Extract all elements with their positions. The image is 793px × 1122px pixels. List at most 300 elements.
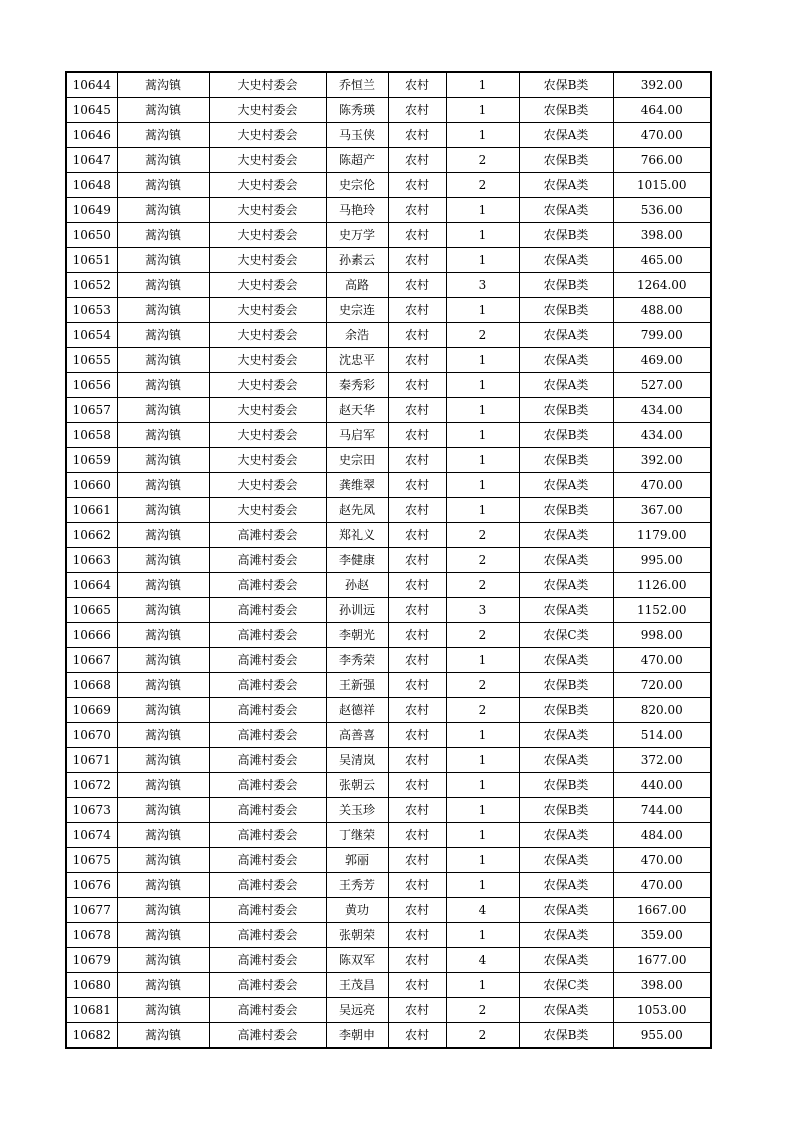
cell-amount: 359.00: [613, 923, 711, 948]
cell-amount: 820.00: [613, 698, 711, 723]
cell-town: 蒿沟镇: [117, 173, 209, 198]
table-row: [66, 148, 711, 173]
cell-town: 蒿沟镇: [117, 598, 209, 623]
cell-residence: 农村: [388, 123, 446, 148]
cell-name: 黄功: [326, 898, 388, 923]
cell-insurance: 农保A类: [519, 373, 613, 398]
cell-amount: 470.00: [613, 873, 711, 898]
cell-name: 秦秀彩: [326, 373, 388, 398]
table-row: [66, 823, 711, 848]
cell-id: 10666: [66, 623, 117, 648]
table-row: [66, 773, 711, 798]
cell-village: 高滩村委会: [209, 723, 326, 748]
cell-residence: 农村: [388, 498, 446, 523]
cell-residence: 农村: [388, 773, 446, 798]
cell-name: 史宗伦: [326, 173, 388, 198]
cell-name: 沈忠平: [326, 348, 388, 373]
cell-insurance: 农保A类: [519, 323, 613, 348]
cell-insurance: 农保B类: [519, 298, 613, 323]
cell-amount: 1677.00: [613, 948, 711, 973]
table-row: [66, 373, 711, 398]
cell-insurance: 农保B类: [519, 698, 613, 723]
cell-town: 蒿沟镇: [117, 223, 209, 248]
cell-town: 蒿沟镇: [117, 948, 209, 973]
cell-village: 高滩村委会: [209, 973, 326, 998]
cell-id: 10654: [66, 323, 117, 348]
cell-amount: 1126.00: [613, 573, 711, 598]
cell-name: 高善喜: [326, 723, 388, 748]
cell-id: 10659: [66, 448, 117, 473]
cell-residence: 农村: [388, 748, 446, 773]
cell-residence: 农村: [388, 798, 446, 823]
cell-residence: 农村: [388, 698, 446, 723]
cell-town: 蒿沟镇: [117, 673, 209, 698]
cell-town: 蒿沟镇: [117, 72, 209, 98]
cell-insurance: 农保A类: [519, 823, 613, 848]
cell-amount: 514.00: [613, 723, 711, 748]
cell-residence: 农村: [388, 248, 446, 273]
cell-insurance: 农保A类: [519, 898, 613, 923]
cell-name: 张朝荣: [326, 923, 388, 948]
cell-village: 高滩村委会: [209, 673, 326, 698]
cell-name: 王茂昌: [326, 973, 388, 998]
cell-amount: 720.00: [613, 673, 711, 698]
cell-village: 高滩村委会: [209, 523, 326, 548]
cell-residence: 农村: [388, 198, 446, 223]
cell-village: 大史村委会: [209, 448, 326, 473]
cell-count: 3: [446, 273, 519, 298]
cell-count: 2: [446, 698, 519, 723]
table-row: [66, 623, 711, 648]
cell-name: 孙素云: [326, 248, 388, 273]
cell-count: 2: [446, 1023, 519, 1049]
cell-village: 高滩村委会: [209, 648, 326, 673]
cell-insurance: 农保B类: [519, 223, 613, 248]
cell-residence: 农村: [388, 673, 446, 698]
cell-name: 王秀芳: [326, 873, 388, 898]
cell-village: 高滩村委会: [209, 823, 326, 848]
cell-count: 1: [446, 248, 519, 273]
cell-insurance: 农保A类: [519, 198, 613, 223]
cell-name: 陈超产: [326, 148, 388, 173]
cell-id: 10664: [66, 573, 117, 598]
cell-amount: 488.00: [613, 298, 711, 323]
cell-village: 大史村委会: [209, 323, 326, 348]
cell-residence: 农村: [388, 223, 446, 248]
cell-residence: 农村: [388, 873, 446, 898]
cell-village: 大史村委会: [209, 498, 326, 523]
cell-insurance: 农保B类: [519, 273, 613, 298]
cell-count: 1: [446, 723, 519, 748]
table-row: [66, 948, 711, 973]
table-row: [66, 173, 711, 198]
cell-village: 大史村委会: [209, 98, 326, 123]
cell-id: 10672: [66, 773, 117, 798]
cell-id: 10651: [66, 248, 117, 273]
cell-village: 高滩村委会: [209, 598, 326, 623]
cell-residence: 农村: [388, 473, 446, 498]
table-row: [66, 448, 711, 473]
cell-insurance: 农保A类: [519, 548, 613, 573]
cell-name: 赵先凤: [326, 498, 388, 523]
cell-town: 蒿沟镇: [117, 648, 209, 673]
table-row: [66, 523, 711, 548]
table-row: [66, 573, 711, 598]
cell-amount: 470.00: [613, 848, 711, 873]
cell-insurance: 农保A类: [519, 173, 613, 198]
cell-count: 1: [446, 198, 519, 223]
cell-count: 2: [446, 173, 519, 198]
cell-name: 李朝申: [326, 1023, 388, 1049]
cell-id: 10679: [66, 948, 117, 973]
cell-id: 10667: [66, 648, 117, 673]
cell-insurance: 农保A类: [519, 348, 613, 373]
cell-id: 10665: [66, 598, 117, 623]
cell-id: 10658: [66, 423, 117, 448]
cell-count: 2: [446, 548, 519, 573]
cell-amount: 372.00: [613, 748, 711, 773]
cell-name: 龚维翠: [326, 473, 388, 498]
table-row: [66, 698, 711, 723]
cell-id: 10648: [66, 173, 117, 198]
cell-residence: 农村: [388, 998, 446, 1023]
cell-town: 蒿沟镇: [117, 573, 209, 598]
cell-id: 10668: [66, 673, 117, 698]
cell-id: 10682: [66, 1023, 117, 1049]
cell-count: 1: [446, 498, 519, 523]
cell-residence: 农村: [388, 973, 446, 998]
cell-name: 史宗田: [326, 448, 388, 473]
cell-amount: 392.00: [613, 448, 711, 473]
cell-count: 1: [446, 223, 519, 248]
cell-town: 蒿沟镇: [117, 998, 209, 1023]
table-row: [66, 873, 711, 898]
cell-name: 吴清岚: [326, 748, 388, 773]
cell-town: 蒿沟镇: [117, 123, 209, 148]
cell-id: 10660: [66, 473, 117, 498]
cell-id: 10652: [66, 273, 117, 298]
cell-id: 10656: [66, 373, 117, 398]
cell-insurance: 农保B类: [519, 673, 613, 698]
cell-insurance: 农保A类: [519, 648, 613, 673]
cell-residence: 农村: [388, 723, 446, 748]
cell-village: 高滩村委会: [209, 773, 326, 798]
cell-amount: 464.00: [613, 98, 711, 123]
cell-id: 10655: [66, 348, 117, 373]
cell-amount: 434.00: [613, 423, 711, 448]
cell-town: 蒿沟镇: [117, 198, 209, 223]
cell-name: 陈双军: [326, 948, 388, 973]
cell-insurance: 农保A类: [519, 573, 613, 598]
cell-name: 郑礼义: [326, 523, 388, 548]
cell-insurance: 农保B类: [519, 423, 613, 448]
cell-id: 10671: [66, 748, 117, 773]
cell-residence: 农村: [388, 448, 446, 473]
cell-town: 蒿沟镇: [117, 373, 209, 398]
cell-residence: 农村: [388, 348, 446, 373]
cell-count: 1: [446, 398, 519, 423]
cell-town: 蒿沟镇: [117, 98, 209, 123]
cell-name: 孙训远: [326, 598, 388, 623]
cell-amount: 536.00: [613, 198, 711, 223]
cell-insurance: 农保B类: [519, 448, 613, 473]
cell-village: 大史村委会: [209, 273, 326, 298]
cell-town: 蒿沟镇: [117, 923, 209, 948]
table-row: [66, 123, 711, 148]
cell-count: 2: [446, 673, 519, 698]
table-row: [66, 598, 711, 623]
cell-id: 10678: [66, 923, 117, 948]
cell-residence: 农村: [388, 598, 446, 623]
cell-residence: 农村: [388, 848, 446, 873]
cell-count: 3: [446, 598, 519, 623]
table-row: [66, 223, 711, 248]
cell-insurance: 农保A类: [519, 723, 613, 748]
cell-town: 蒿沟镇: [117, 848, 209, 873]
table-row: [66, 923, 711, 948]
cell-amount: 398.00: [613, 223, 711, 248]
cell-residence: 农村: [388, 298, 446, 323]
cell-name: 王新强: [326, 673, 388, 698]
cell-insurance: 农保B类: [519, 98, 613, 123]
cell-residence: 农村: [388, 923, 446, 948]
cell-amount: 469.00: [613, 348, 711, 373]
cell-amount: 1053.00: [613, 998, 711, 1023]
cell-amount: 799.00: [613, 323, 711, 348]
cell-amount: 465.00: [613, 248, 711, 273]
cell-village: 大史村委会: [209, 148, 326, 173]
cell-amount: 998.00: [613, 623, 711, 648]
cell-name: 李朝光: [326, 623, 388, 648]
cell-insurance: 农保C类: [519, 623, 613, 648]
cell-town: 蒿沟镇: [117, 473, 209, 498]
cell-insurance: 农保B类: [519, 773, 613, 798]
cell-residence: 农村: [388, 1023, 446, 1049]
cell-count: 1: [446, 72, 519, 98]
cell-town: 蒿沟镇: [117, 273, 209, 298]
cell-insurance: 农保A类: [519, 473, 613, 498]
cell-id: 10649: [66, 198, 117, 223]
cell-insurance: 农保B类: [519, 798, 613, 823]
cell-insurance: 农保A类: [519, 948, 613, 973]
cell-amount: 955.00: [613, 1023, 711, 1049]
table-row: [66, 198, 711, 223]
cell-name: 马玉侠: [326, 123, 388, 148]
cell-insurance: 农保A类: [519, 123, 613, 148]
cell-town: 蒿沟镇: [117, 898, 209, 923]
cell-village: 高滩村委会: [209, 623, 326, 648]
cell-name: 史万学: [326, 223, 388, 248]
cell-amount: 766.00: [613, 148, 711, 173]
cell-count: 2: [446, 148, 519, 173]
cell-village: 高滩村委会: [209, 798, 326, 823]
cell-id: 10670: [66, 723, 117, 748]
cell-residence: 农村: [388, 898, 446, 923]
cell-town: 蒿沟镇: [117, 423, 209, 448]
cell-count: 2: [446, 573, 519, 598]
table-body: [66, 72, 711, 1048]
cell-amount: 392.00: [613, 72, 711, 98]
table-row: [66, 998, 711, 1023]
cell-count: 1: [446, 823, 519, 848]
cell-count: 1: [446, 448, 519, 473]
table-row: [66, 548, 711, 573]
cell-village: 大史村委会: [209, 373, 326, 398]
cell-residence: 农村: [388, 273, 446, 298]
cell-count: 1: [446, 123, 519, 148]
cell-name: 史宗连: [326, 298, 388, 323]
cell-name: 陈秀瑛: [326, 98, 388, 123]
cell-residence: 农村: [388, 398, 446, 423]
cell-residence: 农村: [388, 948, 446, 973]
cell-village: 高滩村委会: [209, 998, 326, 1023]
cell-village: 高滩村委会: [209, 848, 326, 873]
cell-name: 乔恒兰: [326, 72, 388, 98]
cell-name: 丁继荣: [326, 823, 388, 848]
cell-insurance: 农保B类: [519, 398, 613, 423]
cell-id: 10663: [66, 548, 117, 573]
cell-town: 蒿沟镇: [117, 698, 209, 723]
cell-count: 1: [446, 373, 519, 398]
cell-id: 10676: [66, 873, 117, 898]
table-row: [66, 72, 711, 98]
cell-id: 10657: [66, 398, 117, 423]
cell-name: 吴远亮: [326, 998, 388, 1023]
table-row: [66, 298, 711, 323]
cell-insurance: 农保A类: [519, 873, 613, 898]
cell-village: 高滩村委会: [209, 873, 326, 898]
cell-count: 2: [446, 623, 519, 648]
cell-insurance: 农保A类: [519, 523, 613, 548]
cell-insurance: 农保A类: [519, 848, 613, 873]
cell-town: 蒿沟镇: [117, 523, 209, 548]
cell-insurance: 农保A类: [519, 598, 613, 623]
cell-count: 1: [446, 748, 519, 773]
cell-id: 10661: [66, 498, 117, 523]
cell-residence: 农村: [388, 573, 446, 598]
cell-id: 10646: [66, 123, 117, 148]
cell-name: 张朝云: [326, 773, 388, 798]
cell-village: 大史村委会: [209, 423, 326, 448]
table-row: [66, 323, 711, 348]
cell-id: 10673: [66, 798, 117, 823]
cell-name: 郭丽: [326, 848, 388, 873]
cell-town: 蒿沟镇: [117, 723, 209, 748]
cell-name: 马启军: [326, 423, 388, 448]
cell-village: 大史村委会: [209, 248, 326, 273]
table-row: [66, 848, 711, 873]
cell-residence: 农村: [388, 373, 446, 398]
table-row: [66, 348, 711, 373]
cell-residence: 农村: [388, 523, 446, 548]
cell-town: 蒿沟镇: [117, 623, 209, 648]
cell-count: 1: [446, 773, 519, 798]
cell-amount: 434.00: [613, 398, 711, 423]
cell-insurance: 农保A类: [519, 923, 613, 948]
cell-name: 高路: [326, 273, 388, 298]
cell-town: 蒿沟镇: [117, 398, 209, 423]
table-row: [66, 498, 711, 523]
cell-village: 大史村委会: [209, 473, 326, 498]
cell-amount: 1264.00: [613, 273, 711, 298]
cell-count: 2: [446, 323, 519, 348]
cell-amount: 440.00: [613, 773, 711, 798]
cell-village: 高滩村委会: [209, 548, 326, 573]
cell-village: 大史村委会: [209, 72, 326, 98]
cell-town: 蒿沟镇: [117, 773, 209, 798]
table-row: [66, 798, 711, 823]
cell-residence: 农村: [388, 548, 446, 573]
cell-village: 大史村委会: [209, 398, 326, 423]
cell-amount: 1667.00: [613, 898, 711, 923]
cell-id: 10653: [66, 298, 117, 323]
cell-count: 1: [446, 873, 519, 898]
cell-count: 1: [446, 98, 519, 123]
cell-insurance: 农保B类: [519, 498, 613, 523]
cell-insurance: 农保A类: [519, 748, 613, 773]
cell-town: 蒿沟镇: [117, 348, 209, 373]
cell-amount: 470.00: [613, 473, 711, 498]
cell-count: 1: [446, 848, 519, 873]
cell-town: 蒿沟镇: [117, 1023, 209, 1049]
cell-insurance: 农保C类: [519, 973, 613, 998]
cell-residence: 农村: [388, 173, 446, 198]
cell-amount: 484.00: [613, 823, 711, 848]
cell-amount: 398.00: [613, 973, 711, 998]
cell-count: 1: [446, 473, 519, 498]
cell-amount: 527.00: [613, 373, 711, 398]
table-row: [66, 423, 711, 448]
cell-town: 蒿沟镇: [117, 498, 209, 523]
cell-village: 高滩村委会: [209, 898, 326, 923]
cell-village: 高滩村委会: [209, 698, 326, 723]
cell-insurance: 农保B类: [519, 72, 613, 98]
cell-id: 10680: [66, 973, 117, 998]
cell-town: 蒿沟镇: [117, 748, 209, 773]
cell-town: 蒿沟镇: [117, 248, 209, 273]
cell-village: 大史村委会: [209, 223, 326, 248]
cell-count: 4: [446, 948, 519, 973]
cell-count: 2: [446, 523, 519, 548]
cell-id: 10645: [66, 98, 117, 123]
cell-town: 蒿沟镇: [117, 548, 209, 573]
cell-name: 赵天华: [326, 398, 388, 423]
table-row: [66, 723, 711, 748]
cell-village: 高滩村委会: [209, 948, 326, 973]
cell-insurance: 农保A类: [519, 248, 613, 273]
cell-name: 赵德祥: [326, 698, 388, 723]
cell-residence: 农村: [388, 72, 446, 98]
table-row: [66, 98, 711, 123]
cell-village: 大史村委会: [209, 123, 326, 148]
cell-count: 1: [446, 423, 519, 448]
cell-residence: 农村: [388, 623, 446, 648]
cell-residence: 农村: [388, 98, 446, 123]
cell-amount: 470.00: [613, 123, 711, 148]
cell-insurance: 农保A类: [519, 998, 613, 1023]
cell-village: 高滩村委会: [209, 748, 326, 773]
cell-id: 10662: [66, 523, 117, 548]
cell-id: 10669: [66, 698, 117, 723]
table-row: [66, 248, 711, 273]
cell-amount: 1015.00: [613, 173, 711, 198]
cell-village: 大史村委会: [209, 348, 326, 373]
cell-insurance: 农保B类: [519, 1023, 613, 1049]
cell-amount: 470.00: [613, 648, 711, 673]
cell-name: 关玉珍: [326, 798, 388, 823]
cell-count: 1: [446, 973, 519, 998]
cell-name: 李秀荣: [326, 648, 388, 673]
